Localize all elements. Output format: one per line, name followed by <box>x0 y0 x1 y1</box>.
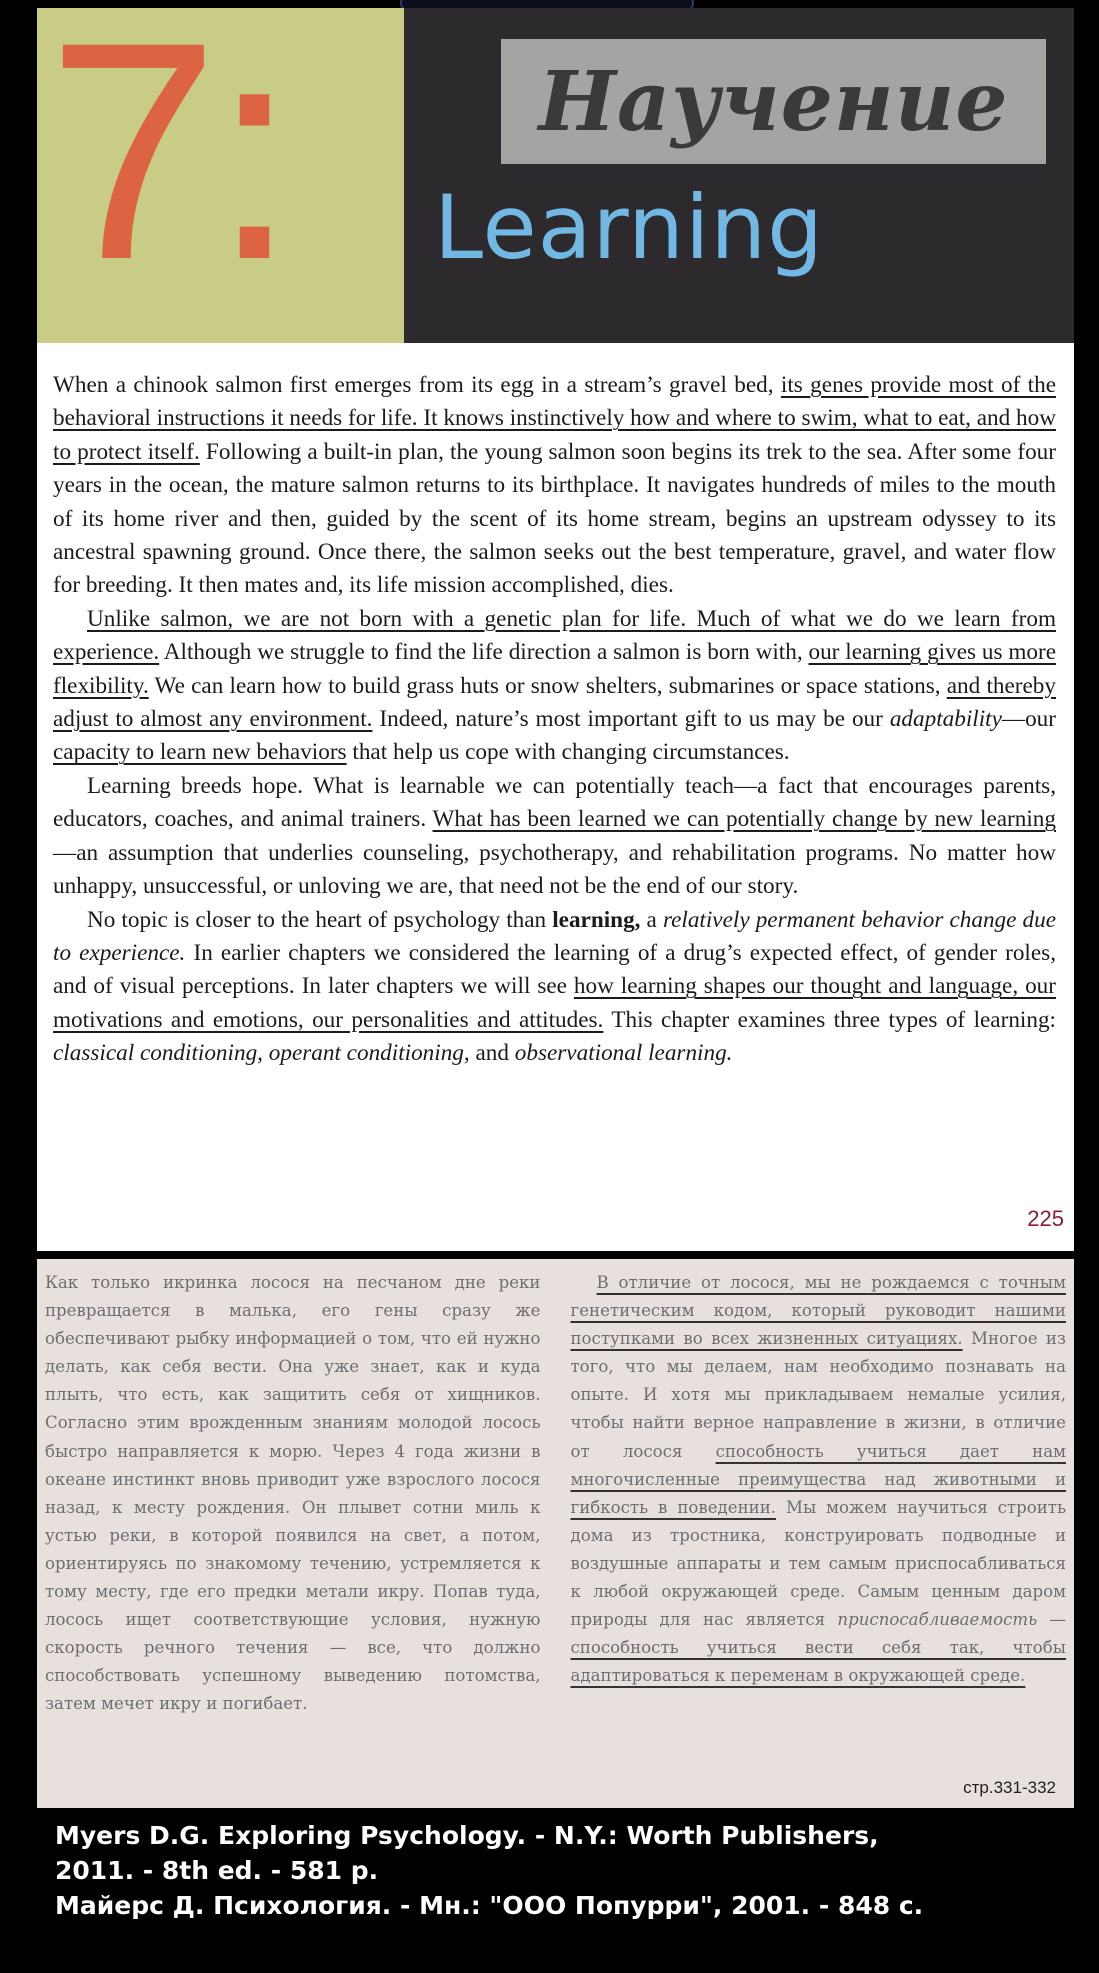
english-title: Learning <box>434 176 825 279</box>
russian-title: Научение <box>538 53 1009 150</box>
text-segment: Following a built-in plan, the young salmon soon begins its trek to the sea. After some four years in the ocean, the mature salmon returns to its birthplace. It navigates hundreds of miles to the mouth of its home river and then, guided by the scent of its home stream, begins an upstream odyssey to its ancestral spawning ground. Once there, the salmon seeks out the best temperature, gravel, and water flow for breeding. It then mates and, its life mission accomplished, dies. <box>53 438 1056 599</box>
underlined-text: our learning gives us more flexibility. <box>53 639 1056 699</box>
text-segment: — <box>1037 1610 1067 1630</box>
underlined-text: В отличие от лосося, мы не рождаемся с точным генетическим кодом, который руководит нашими поступками во всех жизненных ситуациях. <box>570 1273 1066 1349</box>
russian-column-left <box>45 1269 555 1808</box>
underlined-text: how learning shapes our thought and language, our motivations and emotions, our personalities and attitudes. <box>53 973 1056 1033</box>
russian-text-block <box>37 1259 1074 1808</box>
text-segment: No topic is closer to the heart of psychology than <box>87 906 553 933</box>
underlined-text: способность учиться вести себя так, чтобы адаптироваться к переменам в окружающей среде. <box>570 1638 1066 1686</box>
text-segment: —an assumption that underlies counseling, psychotherapy, and rehabilitation programs. No matter how unhappy, unsuccessful, or unloving we are, that need not be the end of our story. <box>53 839 1056 900</box>
chapter-header <box>37 0 1074 343</box>
russian-page-ref: стр.331-332 <box>959 1774 1056 1802</box>
english-text-block <box>37 343 1074 1251</box>
underlined-text: способность учиться дает нам многочисленные преимущества над животными и гибкость в поведении. <box>570 1441 1066 1517</box>
text-segment: Indeed, nature’s most important gift to us may be our <box>372 706 890 733</box>
english-paragraph-1 <box>53 369 1056 603</box>
russian-title-box <box>501 39 1046 164</box>
underlined-text: its genes provide most of the behavioral instructions it needs for life. It knows instinctively how and where to swim, what to eat, and how to protect itself. <box>53 372 1056 465</box>
chapter-number-panel <box>37 0 404 343</box>
underlined-text: Unlike salmon, we are not born with a genetic plan for life. Much of what we do we learn from experience. <box>53 605 1056 666</box>
text-segment: Мы можем научиться строить дома из тростника, конструировать подводные и воздушные аппараты и тем самым приспосабливаться к любой окружающей среде. Самым ценным даром природы для нас является <box>570 1497 1066 1630</box>
page-number: 225 <box>1027 1205 1064 1231</box>
text-segment: This chapter examines three types of learning: <box>603 1006 1056 1033</box>
text-segment: classical conditioning, operant conditioning, <box>53 1040 470 1067</box>
text-segment: that help us cope with changing circumstances. <box>346 739 790 766</box>
text-segment: Learning breeds hope. What is learnable we can potentially teach—a fact that encourages parents, educators, coaches, and animal trainers. <box>53 772 1056 833</box>
text-segment: relatively permanent behavior change due to experience. <box>53 906 1056 966</box>
underlined-text: What has been learned we can potentially change by new learning <box>432 806 1056 833</box>
text-segment: and <box>469 1040 515 1067</box>
citation-line-2: 2011. - 8th ed. - 581 p. <box>55 1856 379 1885</box>
underlined-text: and thereby adjust to almost any environment. <box>53 672 1056 733</box>
chapter-number: 7: <box>47 0 290 324</box>
text-segment: In earlier chapters we considered the learning of a drug’s expected effect, of gender roles, and of visual perceptions. In later chapters we will see <box>53 939 1056 1000</box>
russian-column-right <box>555 1269 1067 1808</box>
text-segment: When a chinook salmon first emerges from its egg in a stream’s gravel bed, <box>53 372 781 398</box>
underlined-text: capacity to learn new behaviors <box>53 739 347 766</box>
text-segment: Как только икринка лосося на песчаном дне реки превращается в малька, его гены сразу же обеспечивают рыбку информацией о том, что ей нужно делать, как себя вести. Она уже знает, как и куда плыть, что есть, как защитить себя от хищников. Согласно этим врожденным знаниям молодой лосось быстро направляется к морю. Через 4 года жизни в океане инстинкт вновь приводит уже взрослого лосося назад, к месту рождения. Он плывет сотни миль к устью реки, в которой появился на свет, а потом, ориентируясь по знакомому течению, устремляется к тому месту, где его предки метали икру. Попав туда, лосось ищет соответствующие условия, нужную скорость речного течения — все, что должно способствовать успешному выведению потомства, затем мечет икру и погибает. <box>45 1273 541 1714</box>
book-page <box>37 0 1074 1808</box>
text-segment: We can learn how to build grass huts or snow shelters, submarines or space stations, <box>148 672 947 699</box>
russian-paragraph-left <box>45 1269 541 1719</box>
text-segment: приспосабливаемость <box>837 1610 1038 1630</box>
text-segment: learning, <box>552 906 641 933</box>
text-segment: —our <box>1001 706 1056 733</box>
chapter-title-panel <box>404 8 1074 343</box>
citation-block <box>55 1818 1065 1923</box>
english-paragraph-2 <box>53 603 1056 770</box>
text-segment: observational learning. <box>514 1040 733 1067</box>
text-segment: a <box>640 906 663 933</box>
english-paragraph-3 <box>53 770 1056 904</box>
citation-line-3: Майерс Д. Психология. - Мн.: "ООО Попурри", 2001. - 848 с. <box>55 1891 924 1920</box>
text-segment: Although we struggle to find the life direction a salmon is born with, <box>159 639 809 666</box>
russian-paragraph-right <box>571 1269 1067 1690</box>
citation-line-1: Myers D.G. Exploring Psychology. - N.Y.: Worth Publishers, <box>55 1821 879 1850</box>
english-paragraph-4 <box>53 904 1056 1071</box>
text-segment: Многое из того, что мы делаем, нам необходимо познавать на опыте. И хотя мы прикладываем немалые усилия, чтобы найти верное направление в жизни, в отличие от лосося <box>570 1329 1066 1461</box>
text-segment: adaptability <box>889 706 1002 733</box>
